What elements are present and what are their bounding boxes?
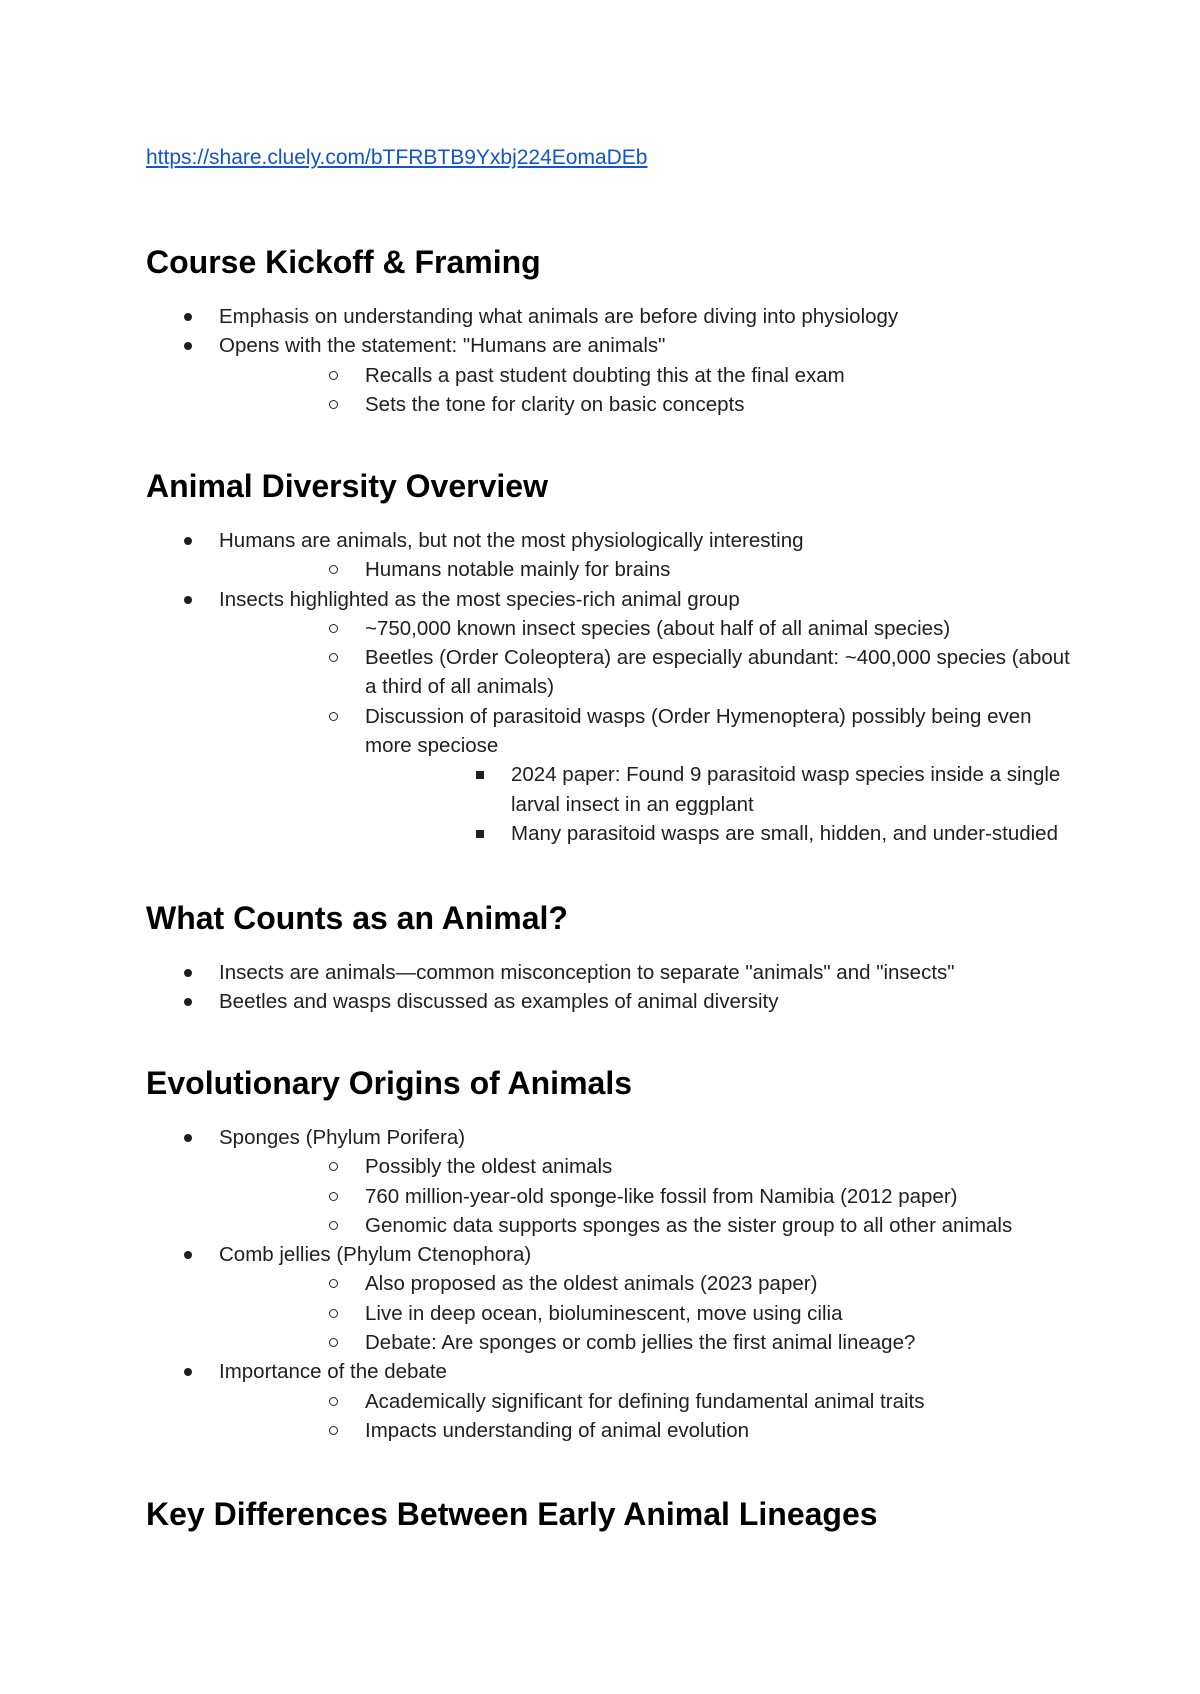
list-item: Impacts understanding of animal evolution bbox=[292, 1416, 1076, 1445]
list-item: Insects highlighted as the most species-rich animal group ~750,000 known insect species (about half of all animal species) Beetles (Order Coleoptera) are especially abundant: ~400,000 species (about a third of all animals) Discussion of parasitoid wasps (Order Hymenoptera) possibly being even more speciose 2024 paper: Found 9 parasitoid wasp species inside a single larval insect in an eggplant Many parasitoid wasps are small, hidden, and under-studied bbox=[146, 585, 1076, 849]
section-heading: Course Kickoff & Framing bbox=[146, 244, 541, 280]
sub-list bbox=[146, 1269, 1076, 1357]
list-item: Recalls a past student doubting this at the final exam bbox=[292, 361, 1076, 390]
section-heading: Evolutionary Origins of Animals bbox=[146, 1065, 632, 1101]
section-evolutionary-origins bbox=[146, 1063, 1076, 1445]
list-item: Academically significant for defining fundamental animal traits bbox=[292, 1387, 1076, 1416]
section-heading: Animal Diversity Overview bbox=[146, 468, 548, 504]
list-item: Humans notable mainly for brains bbox=[292, 555, 1076, 584]
list-item: Many parasitoid wasps are small, hidden, and under-studied bbox=[438, 819, 1076, 848]
list-item: Discussion of parasitoid wasps (Order Hymenoptera) possibly being even more speciose 2024 paper: Found 9 parasitoid wasp species inside a single larval insect in an eggplant Many parasitoid wasps are small, hidden, and under-studied bbox=[292, 702, 1076, 848]
list-item: Importance of the debate Academically significant for defining fundamental animal traits Impacts understanding of animal evolution bbox=[146, 1357, 1076, 1445]
share-link[interactable]: https://share.cluely.com/bTFRBTB9Yxbj224EomaDEb bbox=[146, 146, 648, 169]
list-item: Possibly the oldest animals bbox=[292, 1152, 1076, 1181]
sub-list bbox=[146, 555, 1076, 584]
list-item: 760 million-year-old sponge-like fossil from Namibia (2012 paper) bbox=[292, 1182, 1076, 1211]
bullet-list bbox=[146, 302, 1076, 419]
sub-list bbox=[146, 361, 1076, 420]
list-item: Beetles (Order Coleoptera) are especially abundant: ~400,000 species (about a third of all animals) bbox=[292, 643, 1076, 702]
list-item: Debate: Are sponges or comb jellies the first animal lineage? bbox=[292, 1328, 1076, 1357]
section-what-counts bbox=[146, 898, 1076, 1017]
list-item: Sets the tone for clarity on basic concepts bbox=[292, 390, 1076, 419]
list-item: Beetles and wasps discussed as examples of animal diversity bbox=[146, 987, 1076, 1016]
sub-list bbox=[146, 1152, 1076, 1240]
list-item: Also proposed as the oldest animals (2023 paper) bbox=[292, 1269, 1076, 1298]
list-item: Humans are animals, but not the most physiologically interesting Humans notable mainly for brains bbox=[146, 526, 1076, 585]
list-item: Opens with the statement: "Humans are animals" Recalls a past student doubting this at the final exam Sets the tone for clarity on basic concepts bbox=[146, 331, 1076, 419]
list-item: Emphasis on understanding what animals are before diving into physiology bbox=[146, 302, 1076, 331]
section-course-kickoff bbox=[146, 242, 1076, 419]
sub-sub-list bbox=[292, 760, 1076, 848]
section-key-differences bbox=[146, 1494, 1076, 1534]
list-item: Comb jellies (Phylum Ctenophora) Also proposed as the oldest animals (2023 paper) Live in deep ocean, bioluminescent, move using cilia Debate: Are sponges or comb jellies the first animal lineage? bbox=[146, 1240, 1076, 1357]
list-item: ~750,000 known insect species (about half of all animal species) bbox=[292, 614, 1076, 643]
list-item: Live in deep ocean, bioluminescent, move using cilia bbox=[292, 1299, 1076, 1328]
bullet-list bbox=[146, 526, 1076, 848]
bullet-list bbox=[146, 1123, 1076, 1445]
list-item: 2024 paper: Found 9 parasitoid wasp species inside a single larval insect in an eggplant bbox=[438, 760, 1076, 819]
list-item: Sponges (Phylum Porifera) Possibly the oldest animals 760 million-year-old sponge-like fossil from Namibia (2012 paper) Genomic data supports sponges as the sister group to all other animals bbox=[146, 1123, 1076, 1240]
section-heading: What Counts as an Animal? bbox=[146, 900, 568, 936]
sub-list bbox=[146, 1387, 1076, 1446]
sub-list bbox=[146, 614, 1076, 848]
list-item: Insects are animals—common misconception to separate "animals" and "insects" bbox=[146, 958, 1076, 987]
section-animal-diversity bbox=[146, 466, 1076, 848]
bullet-list bbox=[146, 958, 1076, 1017]
list-item: Genomic data supports sponges as the sister group to all other animals bbox=[292, 1211, 1076, 1240]
section-heading: Key Differences Between Early Animal Lineages bbox=[146, 1496, 878, 1532]
